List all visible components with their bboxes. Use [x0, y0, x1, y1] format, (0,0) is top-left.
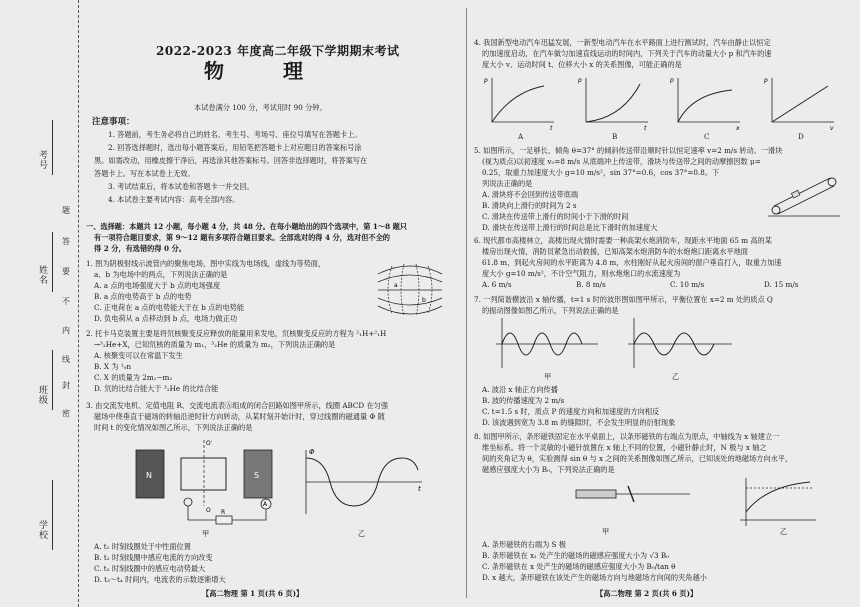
q4-graphs	[482, 74, 842, 136]
page-footer: 【高二物理 第 2 页(共 6 页)】	[596, 589, 698, 598]
field-class: 班级	[37, 385, 47, 405]
binding-margin	[0, 0, 79, 607]
exam-info: 本试卷满分 100 分，考试用时 90 分钟。	[194, 103, 327, 112]
q8-fig-caption: 乙	[780, 527, 788, 536]
underline-name	[52, 232, 53, 292]
field-school: 学校	[37, 520, 47, 540]
q5-stem: 0.25，取重力加速度大小 g=10 m/s²，sin 37°=0.6，cos 37°=0.8。下	[482, 168, 720, 177]
q3-fig-label: t	[418, 485, 421, 493]
q8-option: A. 条形磁铁的右端为 S 极	[482, 540, 566, 549]
q7-option: B. 波的传播速度为 2 m/s	[482, 396, 565, 405]
seal-char: 内	[62, 326, 70, 335]
notice-line: 答题卡上。写在本试卷上无效。	[94, 169, 195, 178]
q1-option: B. a 点的电势高于 b 点的电势	[94, 292, 192, 301]
q6-stem: 度大小 g=10 m/s²，不计空气阻力，则水炮炮口的水流速度为	[482, 269, 681, 278]
q3-stem: 磁场中绕垂直于磁场的转轴沿逆时针方向转动，从某时刻开始计时，穿过线圈的磁通量 Φ 随	[94, 412, 385, 421]
q4-y-label: p	[484, 77, 488, 84]
q2-stem: 2. 托卡马克装置主要是将氘核聚变反应释放的能量用来发电，氘核聚变反应的方程为 ²₁H+²₁H	[86, 329, 387, 338]
q3-fig-label: R	[221, 509, 226, 516]
notice-line: 4. 本试卷主要考试内容：高考全部内容。	[108, 195, 240, 204]
seal-char: 题	[62, 206, 70, 215]
section-heading: 得 2 分，有选错的得 0 分。	[94, 244, 186, 253]
q8-stem: 间的夹角记为 θ，实验测得 sin θ 与 x 之间的关系图像如图乙所示，已知该处的地磁场方向水平，	[482, 454, 793, 463]
q5-stem: (视为质点)以初速度 v₀=8 m/s 从底端冲上传送带，滑块与传送带之间的动摩擦因数 μ=	[482, 157, 761, 166]
q3-stem: 3. 由交流发电机、定值电阻 R、交流电流表Ⓐ组成的闭合回路如图甲所示，线圈 ABCD 在匀强	[86, 401, 389, 410]
q8-figures	[570, 474, 820, 530]
exam-title: 2022-2023 年度高二年级下学期期末考试	[156, 44, 400, 58]
q7-stem: 7. 一列简谐横波沿 x 轴传播，t=1 s 时的波形图如图甲所示，平衡位置在 x=2 m 处的质点 Q	[474, 295, 773, 304]
q8-option: C. 条形磁铁在 x 处产生的磁场的磁感应强度大小为 B₀/tan θ	[482, 562, 676, 571]
q7-wave-figures	[488, 314, 738, 372]
q7-fig-caption: 甲	[544, 372, 552, 381]
field-exam-number: 考号	[37, 150, 47, 170]
q4-x-label: x	[736, 125, 740, 132]
section-heading: 一、选择题：本题共 12 小题，每小题 4 分，共 48 分。在每小题给出的四个选项中，第 1～8 题只	[86, 222, 407, 231]
q6-option: A. 6 m/s	[482, 280, 512, 289]
q6-option: C. 10 m/s	[670, 280, 705, 289]
section-heading: 有一项符合题目要求，第 9～12 题有多项符合题目要求。全部选对的得 4 分，选对但不全的	[94, 233, 390, 242]
q8-stem: 8. 如图甲所示，条形磁铁固定在水平桌面上，以条形磁铁的右端点为原点，中轴线为 x 轴建立一	[474, 432, 780, 441]
subject-title: 物 理	[204, 59, 329, 83]
q4-y-label: p	[764, 77, 768, 84]
underline-exam-number	[52, 120, 53, 175]
q4-x-label: t	[550, 125, 553, 132]
underline-school	[52, 480, 53, 550]
q6-option: D. 15 m/s	[764, 280, 799, 289]
notice-line: 2. 回答选择题时，选出每小题答案后，用铅笔把答题卡上对应题目的答案标号涂	[108, 143, 362, 152]
q3-option: B. t₂ 时刻线圈中感应电流的方向改变	[94, 553, 213, 562]
q4-option-label: B	[612, 132, 618, 141]
q1-option: D. 负电荷从 a 点移动到 b 点，电场力做正功	[94, 314, 238, 323]
q3-fig-label: O′	[206, 440, 213, 447]
q6-stem: 61.8 m，到起火房间的水平距离为 4.8 m，水柱刚好从起火房间的窗户垂直打入，取重力加速	[482, 258, 782, 267]
q7-option: C. t=1.5 s 时，质点 P 的速度方向和加速度的方向相反	[482, 407, 660, 416]
q4-y-label: p	[578, 77, 582, 84]
q2-option: A. 核聚变可以在常温下发生	[94, 351, 183, 360]
q2-option: C. X 的质量为 2m₁−m₂	[94, 373, 173, 382]
q1-stem: 1. 图为阴极射线示波管内的聚焦电场，图中实线为电场线，虚线为等势面，	[86, 259, 326, 268]
q5-conveyor-figure	[762, 172, 844, 222]
q6-option: B. 8 m/s	[576, 280, 606, 289]
q4-stem: 4. 我国新型电动汽车迅猛发展，一新型电动汽车在水平路面上进行测试时，汽车由静止以恒定	[474, 38, 771, 47]
q5-option: C. 滑块在传送带上滑行的时间小于下滑的时间	[482, 212, 629, 221]
q3-fig-label: Φ	[309, 448, 315, 456]
q1-option: C. 正电荷在 a 点的电势能大于在 b 点的电势能	[94, 303, 245, 312]
q7-option: A. 波沿 x 轴正方向传播	[482, 385, 558, 394]
q4-x-label: v	[830, 125, 834, 132]
q2-stem: →³₂He+X，已知氘核的质量为 m₁，³₂He 的质量为 m₂，下列说法正确的是	[94, 340, 336, 349]
q1-fig-label: b	[422, 297, 426, 304]
q3-fig-label: A	[263, 501, 268, 508]
notice-line: 3. 考试结束后，将本试卷和答题卡一并交回。	[108, 182, 254, 191]
q3-option: A. t₁ 时刻线圈处于中性面位置	[94, 542, 191, 551]
page-2	[474, 0, 852, 607]
notice-line: 1. 答题前，考生务必将自己的姓名、考生号、考场号、座位号填写在答题卡上。	[108, 130, 362, 139]
q3-fig-caption: 甲	[202, 529, 210, 538]
notice-heading: 注意事项：	[92, 117, 135, 127]
q8-option: D. x 越大，条形磁铁在该处产生的磁场方向与地磁场方向间的夹角越小	[482, 573, 707, 582]
q8-fig-caption: 甲	[602, 527, 610, 536]
q5-stem: 5. 如图所示，一足够长、倾角 θ=37° 的倾斜传送带沿顺时针以恒定速率 v=2 m/s 转动。一滑块	[474, 146, 783, 155]
q8-stem: 磁感应强度大小为 B₀，下列说法正确的是	[482, 465, 615, 474]
q3-generator-figure	[126, 436, 291, 526]
q7-fig-caption: 乙	[672, 372, 680, 381]
q6-stem: 6. 现代都市高楼林立，高楼出现火情时需要一种高架水炮消防车，现距水平地面 65 m 高的某	[474, 236, 772, 245]
q3-fig-label: N	[146, 471, 152, 480]
q4-stem: 的加速度启动，在汽车做匀加速直线运动的时间内，下列关于汽车的动量大小 p 和汽车的速	[482, 49, 772, 58]
q5-stem: 列说法正确的是	[482, 179, 533, 188]
q2-option: B. X 为 ¹₀n	[94, 362, 132, 371]
q1-option: A. a 点的电场强度大于 b 点的电场强度	[94, 281, 221, 290]
underline-class	[52, 350, 53, 410]
q4-option-label: D	[798, 132, 804, 141]
q2-option: D. 氘的比结合能大于 ³₂He 的比结合能	[94, 384, 219, 393]
q5-option: D. 滑块在传送带上滑行的时间总是比下滑时的加速度大	[482, 223, 658, 232]
q4-y-label: p	[670, 77, 674, 84]
seal-char: 封	[62, 381, 70, 390]
q3-fig-label: O	[206, 507, 211, 514]
page-divider	[466, 8, 467, 598]
field-name: 姓名	[37, 265, 47, 285]
q8-stem: 维坐标系。将一个灵敏的小磁针放置在 x 轴上不同的位置，小磁针静止时，N 极与 x 轴之	[482, 443, 767, 452]
q4-stem: 度大小 v、运动时间 t、位移大小 x 的关系图像，可能正确的是	[482, 60, 682, 69]
q3-stem: 时间 t 的变化情况如图乙所示，下列说法正确的是	[94, 423, 253, 432]
seal-char: 不	[62, 297, 70, 306]
q4-x-label: t	[644, 125, 647, 132]
q3-flux-graph	[298, 446, 428, 518]
q4-option-label: A	[518, 132, 524, 141]
seal-char: 密	[62, 409, 70, 418]
seal-char: 线	[62, 355, 70, 364]
q4-option-label: C	[704, 132, 710, 141]
notice-line: 黑。如需改动，用橡皮擦干净后，再选涂其他答案标号。回答非选择题时，将答案写在	[94, 156, 368, 165]
q7-option: D. 该波遇到宽为 3.8 m 的缝隙时，不会发生明显的衍射现象	[482, 418, 676, 427]
q8-option: B. 条形磁铁在 x₁ 处产生的磁场的磁感应强度大小为 √3 B₀	[482, 551, 669, 560]
q7-stem: 的振动图像如图乙所示，下列说法正确的是	[482, 306, 619, 315]
page-1	[86, 0, 458, 607]
q5-option: B. 滑块向上滑行的时间为 2 s	[482, 201, 577, 210]
q3-option: D. t₃～t₄ 时间内，电流表的示数逐渐增大	[94, 575, 226, 584]
q3-option: C. t₃ 时刻线圈中的感应电动势最大	[94, 564, 206, 573]
q1-stem: a、b 为电场中的两点，下列说法正确的是	[94, 270, 228, 279]
q1-fig-label: a	[394, 282, 398, 289]
seal-char: 要	[62, 267, 70, 276]
q5-option: A. 滑块将不会回到传送带底端	[482, 190, 579, 199]
q1-field-figure	[374, 260, 446, 320]
q6-stem: 楼房出现火情，消防员紧急出动救援，已知高架水炮消防车的水炮炮口距离水平地面	[482, 247, 748, 256]
q3-fig-label: S	[254, 471, 260, 480]
q3-graph-caption: 乙	[358, 529, 366, 538]
page-footer: 【高二物理 第 1 页(共 6 页)】	[202, 589, 304, 598]
seal-char: 答	[62, 237, 70, 246]
